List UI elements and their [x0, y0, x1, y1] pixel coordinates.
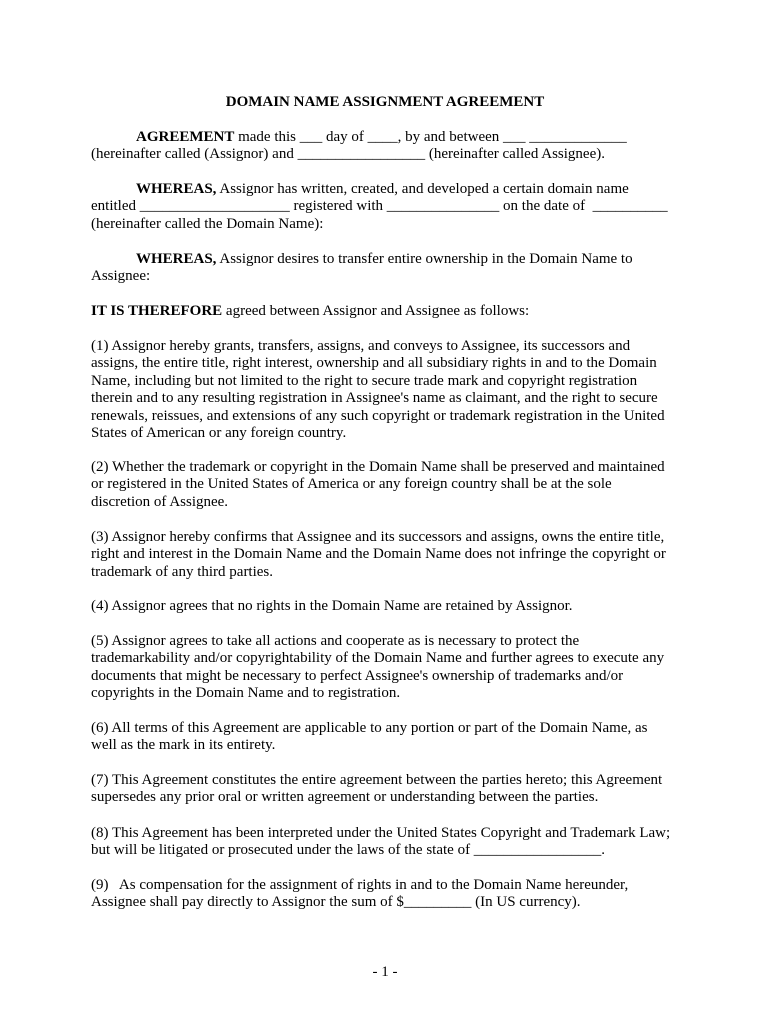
whereas-clause-2	[91, 251, 691, 286]
whereas1-bold: WHEREAS,	[136, 181, 217, 197]
clause-line: (6) All terms of this Agreement are applicable to any portion or part of the Domain Name, as	[91, 720, 648, 736]
clause-3	[91, 529, 691, 581]
clause-line: (8) This Agreement has been interpreted under the United States Copyright and Trademark Law;	[91, 825, 671, 841]
therefore-line: IT IS THEREFORE agreed between Assignor and Assignee as follows:	[91, 303, 530, 319]
clause-line: or registered in the United States of America or any foreign country shall be at the sole	[91, 476, 612, 493]
whereas1-line-2: entitled ____________________ registered with _______________ on the date of __________	[91, 198, 668, 215]
clause-4	[91, 598, 691, 615]
whereas2-line-2: Assignee:	[91, 268, 151, 285]
whereas1-line-1: WHEREAS, Assignor has written, created, and developed a certain domain name	[136, 181, 629, 197]
clause-line: but will be litigated or prosecuted under the laws of the state of _________________.	[91, 842, 606, 859]
therefore-bold: IT IS THEREFORE	[91, 303, 223, 319]
whereas2-line-1: WHEREAS, Assignor desires to transfer entire ownership in the Domain Name to	[136, 251, 633, 267]
clause-5	[91, 633, 691, 703]
clause-line: trademarkability and/or copyrightability of the Domain Name and further agrees to execute any	[91, 650, 665, 667]
clause-line: (5) Assignor agrees to take all actions and cooperate as is necessary to protect the	[91, 633, 580, 649]
clause-line: (9) As compensation for the assignment of rights in and to the Domain Name hereunder,	[91, 877, 629, 893]
clause-2	[91, 459, 691, 511]
therefore-clause	[91, 303, 691, 320]
clause-line: States of American or any foreign country.	[91, 425, 347, 442]
clause-line: renewals, reissues, and extensions of any such copyright or trademark registration in the United	[91, 407, 665, 424]
clause-8	[91, 825, 691, 860]
document-title: DOMAIN NAME ASSIGNMENT AGREEMENT	[225, 94, 545, 110]
clause-line: (7) This Agreement constitutes the entire agreement between the parties hereto; this Agreement	[91, 772, 663, 788]
clause-line: (2) Whether the trademark or copyright in the Domain Name shall be preserved and maintained	[91, 459, 665, 475]
whereas-clause-1	[91, 181, 691, 233]
clause-line: trademark of any third parties.	[91, 563, 274, 580]
whereas1-line-3: (hereinafter called the Domain Name):	[91, 215, 324, 232]
clause-line: right and interest in the Domain Name and the Domain Name does not infringe the copyright or	[91, 546, 666, 563]
agreement-intro	[91, 129, 691, 164]
clause-line: (1) Assignor hereby grants, transfers, assigns, and conveys to Assignee, its successors and	[91, 338, 631, 354]
intro-line-1: AGREEMENT made this ___ day of ____, by and between ___ _____________	[136, 129, 627, 145]
clause-1	[91, 338, 691, 442]
intro-line-2: (hereinafter called (Assignor) and _________________ (hereinafter called Assignee).	[91, 146, 605, 163]
intro-bold: AGREEMENT	[136, 129, 235, 145]
whereas2-bold: WHEREAS,	[136, 251, 217, 267]
clause-9	[91, 877, 691, 912]
clause-line: copyrights in the Domain Name and to registration.	[91, 685, 401, 702]
clause-line: supersedes any prior oral or written agreement or understanding between the parties.	[91, 789, 599, 806]
clause-line: (4) Assignor agrees that no rights in the Domain Name are retained by Assignor.	[91, 598, 573, 614]
clause-line: (3) Assignor hereby confirms that Assignee and its successors and assigns, owns the entire title,	[91, 529, 665, 545]
clause-line: documents that might be necessary to perfect Assignee's ownership of trademarks and/or	[91, 667, 624, 684]
clause-6	[91, 720, 691, 755]
clause-line: assigns, the entire title, right interest, ownership and all subsidiary rights in and to the Domain	[91, 355, 657, 372]
clause-line: well as the mark in its entirety.	[91, 737, 276, 754]
clause-7	[91, 772, 691, 807]
clause-line: Assignee shall pay directly to Assignor the sum of $_________ (In US currency).	[91, 894, 581, 911]
clause-line: discretion of Assignee.	[91, 493, 229, 510]
page-number: - 1 -	[372, 964, 398, 980]
clause-line: Name, including but not limited to the right to secure trade mark and copyright registration	[91, 372, 638, 389]
clause-line: therein and to any resulting registration in Assignee's name as claimant, and the right to secure	[91, 390, 658, 407]
